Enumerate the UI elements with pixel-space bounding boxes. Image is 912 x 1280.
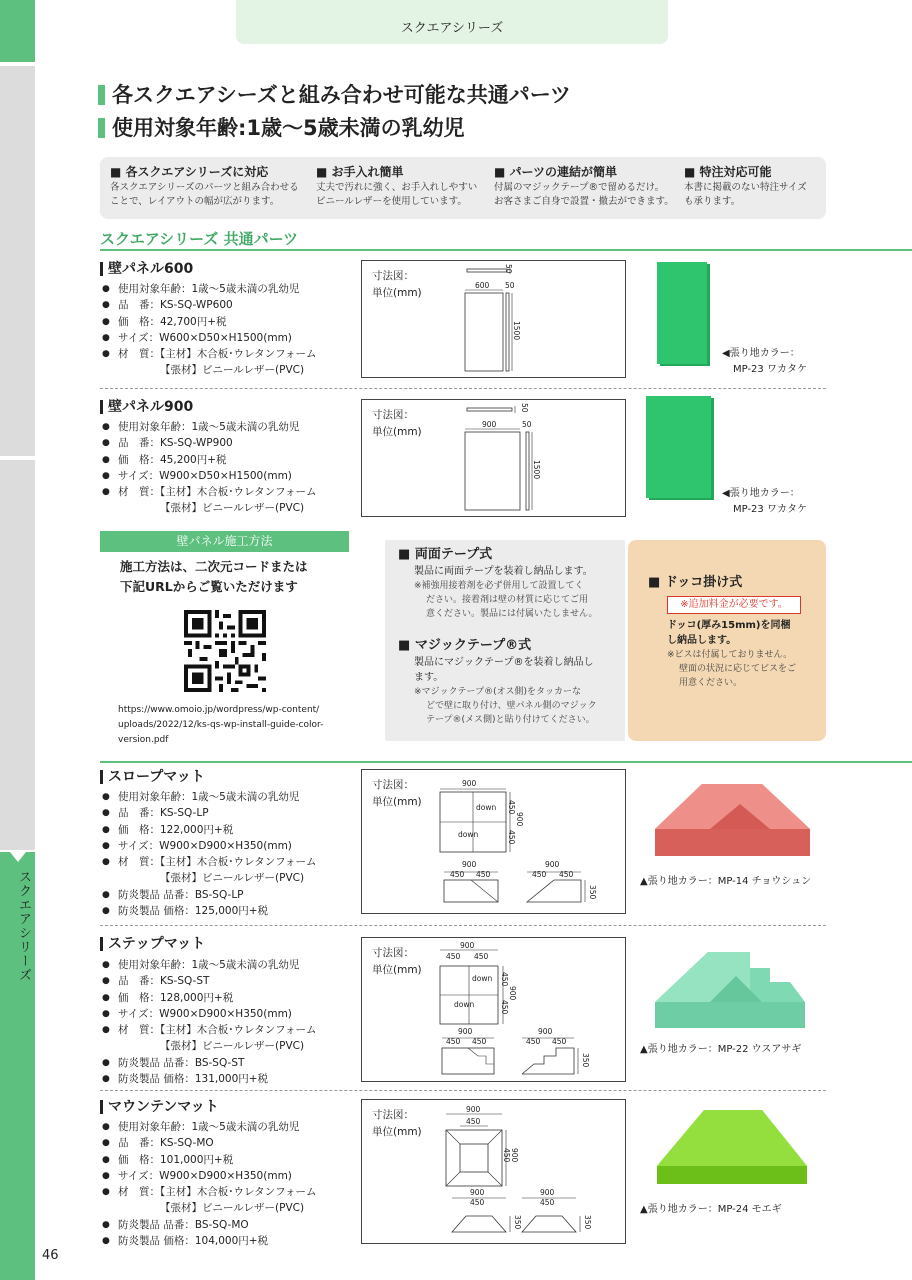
install-title: 壁パネル施工方法: [100, 531, 349, 552]
dim-inner: 450: [466, 1117, 481, 1126]
dim-front-b: 450: [472, 1037, 487, 1046]
dim-side-wa: 450: [526, 1037, 541, 1046]
product-specs: ● 使用対象年齢：1歳〜5歳未満の乳幼児 ● 品 番：KS-SQ-WP600 ● 価 格：42,700円+税 ● サイズ：W600×D50×H1500(mm) ● 材 質：【主材】木合板･ウレタンフォーム 【張材】ビニールレザー(PVC): [102, 281, 317, 379]
side-tab-grey-1: [0, 66, 35, 456]
dim-front-w: 900: [462, 860, 477, 869]
dim-height: 350: [581, 1053, 590, 1068]
dim-side-wb: 450: [559, 870, 574, 879]
product-specs: ● 使用対象年齢：1歳〜5歳未満の乳幼児 ● 品 番：KS-SQ-LP ● 価 格：122,000円+税 ● サイズ：W900×D900×H350(mm) ● 材 質：【主材】木合板･ウレタンフォーム 【張材】ビニールレザー(PVC) ● 防炎製品 品番：BS-SQ-LP ● 防炎製品 価格：125,000円+税: [102, 789, 317, 919]
dim-side-wb: 450: [552, 1037, 567, 1046]
method-magic-tape: ■ マジックテープ®式 製品にマジックテープ®を装着し納品し ます。 ※マジックテープ®(オス側)をタッカーな どで壁に取り付け、壁パネル側のマジック テープ®(メス側)と貼り付けてください。: [398, 638, 623, 727]
color-caption: ◀張り地カラー： MP-23 ワカタケ: [722, 348, 807, 375]
dim-side-w: 900: [538, 1027, 553, 1036]
dim-down-2: down: [458, 830, 479, 839]
method-double-tape: ■ 両面テープ式 製品に両面テープを装着し納品します。 ※補強用接着剤を必ず併用して設置してく ださい。接着剤は壁の材質に応じてご用 意ください。製品には付属いたしません。: [398, 547, 623, 621]
panel900-photo: [646, 396, 711, 498]
dim-side-h: 350: [583, 1215, 592, 1230]
dim-side-b: 450: [507, 830, 516, 845]
dim-front-a: 450: [450, 870, 465, 879]
divider: [100, 388, 826, 389]
dim-front-b: 450: [476, 870, 491, 879]
slope-photo: [650, 774, 815, 866]
dim-front-inner: 450: [470, 1198, 485, 1207]
product-title: スロープマット: [100, 768, 205, 786]
dim-width: 600: [475, 281, 490, 290]
dimension-diagram: 寸法図： 単位(mm) 50 600 50 1500: [361, 260, 626, 378]
product-title: ステップマット: [100, 935, 205, 953]
dim-depth-top: 50: [504, 264, 513, 274]
dim-width: 900: [482, 420, 497, 429]
feature-3: ■ パーツの連結が簡単 付属のマジックテープ®で留めるだけ。 お客さまご自身で設置・撤去ができます。: [494, 165, 674, 207]
dim-front-h: 350: [513, 1215, 522, 1230]
panel-drawing: [362, 261, 624, 376]
install-url-link[interactable]: https://www.omoio.jp/wordpress/wp-content/ uploads/2022/12/ks-qs-wp-install-guide-color- version.pdf: [118, 705, 324, 745]
dim-side-a: 450: [507, 800, 516, 815]
dim-down-2: down: [454, 1000, 475, 1009]
dim-top: 900: [466, 1105, 481, 1114]
feature-4: ■ 特注対応可能 本書に掲載のない特注サイズ も承ります。: [684, 165, 807, 207]
panel600-photo: [657, 262, 707, 364]
install-text: 施工方法は、二次元コードまたは 下記URLからご覧いただけます: [120, 559, 308, 594]
product-title: 壁パネル600: [100, 260, 193, 278]
method-dokko: ■ ドッコ掛け式: [648, 575, 818, 592]
dim-side-total: 900: [508, 986, 517, 1001]
divider: [100, 925, 826, 926]
dim-top: 900: [462, 779, 477, 788]
dim-front-w: 900: [470, 1188, 485, 1197]
section-rule-2: [100, 761, 912, 763]
dim-side-a: 450: [502, 1148, 511, 1163]
dimension-diagram: 寸法図： 単位(mm) 900 450 450 down down 450 450 900 900 450 450 900 450 450 350: [361, 937, 626, 1082]
dim-height: 1500: [532, 460, 541, 480]
color-caption: ▲張り地カラー：MP-14 チョウシュン: [640, 876, 812, 887]
dimension-diagram: 寸法図： 単位(mm) 900 450 450 900 900 450 350 900 450 350: [361, 1099, 626, 1244]
mountain-photo: [652, 1104, 812, 1190]
dim-height: 350: [588, 885, 597, 900]
dim-side-w: 900: [545, 860, 560, 869]
product-specs: ● 使用対象年齢：1歳〜5歳未満の乳幼児 ● 品 番：KS-SQ-MO ● 価 格：101,000円+税 ● サイズ：W900×D900×H350(mm) ● 材 質：【主材】木合板･ウレタンフォーム 【張材】ビニールレザー(PVC) ● 防炎製品 品番：BS-SQ-MO ● 防炎製品 価格：104,000円+税: [102, 1119, 317, 1249]
section-title: スクエアシリーズ 共通パーツ: [100, 230, 298, 248]
features-box: [100, 157, 826, 219]
dim-side-inner: 450: [540, 1198, 555, 1207]
dim-top-a: 450: [446, 952, 461, 961]
product-specs: ● 使用対象年齢：1歳〜5歳未満の乳幼児 ● 品 番：KS-SQ-ST ● 価 格：128,000円+税 ● サイズ：W900×D900×H350(mm) ● 材 質：【主材】木合板･ウレタンフォーム 【張材】ビニールレザー(PVC) ● 防炎製品 品番：BS-SQ-ST ● 防炎製品 価格：131,000円+税: [102, 957, 317, 1087]
dim-depth: 50: [522, 420, 532, 429]
feature-1: ■ 各スクエアシリーズに対応 各スクエアシリーズのパーツと組み合わせる ことで、レイアウトの幅が広がります。: [110, 165, 299, 207]
side-tab-top: [0, 0, 35, 62]
main-heading-1: 各スクエアシーズと組み合わせ可能な共通パーツ: [98, 82, 571, 108]
panel-drawing: [362, 400, 624, 515]
color-caption: ▲張り地カラー：MP-22 ウスアサギ: [640, 1044, 802, 1055]
dim-height: 1500: [512, 321, 521, 341]
tab-arrow-icon: [10, 852, 26, 862]
side-tab-grey-2: [0, 460, 35, 850]
header-title: スクエアシリーズ: [236, 0, 668, 44]
section-rule: [100, 249, 912, 251]
extra-charge-badge: ※追加料金が必要です。: [667, 596, 801, 614]
dim-top: 900: [460, 941, 475, 950]
dim-depth: 50: [505, 281, 515, 290]
divider: [100, 1090, 826, 1091]
step-photo: [650, 940, 810, 1032]
dim-down-1: down: [472, 974, 493, 983]
product-title: 壁パネル900: [100, 398, 193, 416]
slope-drawing: [362, 770, 624, 913]
dimension-diagram: 寸法図： 単位(mm) 50 900 50 1500: [361, 399, 626, 517]
side-tab-label: スクエアシリーズ: [16, 870, 31, 982]
dim-side-total: 900: [515, 812, 524, 827]
dim-down-1: down: [476, 803, 497, 812]
dim-front-w: 900: [458, 1027, 473, 1036]
dim-front-a: 450: [446, 1037, 461, 1046]
dim-side-total: 900: [510, 1148, 519, 1163]
color-caption: ▲張り地カラー：MP-24 モエギ: [640, 1204, 782, 1215]
dim-side-wa: 450: [532, 870, 547, 879]
dim-top-b: 450: [474, 952, 489, 961]
product-title: マウンテンマット: [100, 1098, 219, 1116]
main-heading-2: 使用対象年齢:1歳〜5歳未満の乳幼児: [98, 115, 465, 141]
qr-code-icon[interactable]: [184, 610, 266, 692]
dim-side-b: 450: [500, 1000, 509, 1015]
dimension-diagram: 寸法図： 単位(mm) 900 down down 450 450 900 900 450 450 900 450 450 350: [361, 769, 626, 914]
page-number: 46: [42, 1248, 59, 1263]
feature-2: ■ お手入れ簡単 丈夫で汚れに強く、お手入れしやすい ビニールレザーを使用しています。: [316, 165, 478, 207]
dim-side-w: 900: [540, 1188, 555, 1197]
color-caption: ◀張り地カラー： MP-23 ワカタケ: [722, 488, 807, 515]
method-dokko-body: ドッコ(厚み15mm)を同梱 し納品します。 ※ビスは付属しておりません。 壁面の状況に応じてビスをご 用意ください。: [667, 620, 797, 688]
dim-side-a: 450: [500, 972, 509, 987]
product-specs: ● 使用対象年齢：1歳〜5歳未満の乳幼児 ● 品 番：KS-SQ-WP900 ● 価 格：45,200円+税 ● サイズ：W900×D50×H1500(mm) ● 材 質：【主材】木合板･ウレタンフォーム 【張材】ビニールレザー(PVC): [102, 419, 317, 517]
dim-depth-top: 50: [520, 403, 529, 413]
